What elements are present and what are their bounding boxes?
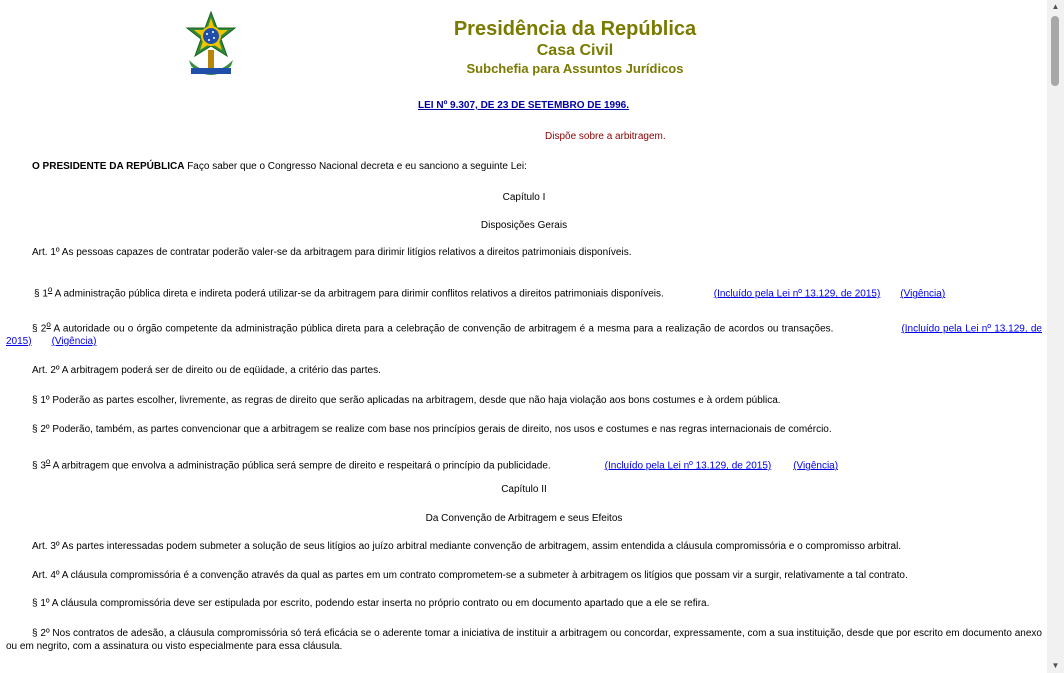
header-subtitle: Casa Civil (536, 42, 614, 59)
included-link[interactable]: (Incluído pela Lei nº 13.129, de 2015) (604, 460, 772, 472)
art-1-par-1 (34, 284, 1042, 301)
art-2-par-2: § 2º Poderão, também, as partes convencionar que a arbitragem se realize com base nos princípios gerais de direito, nos usos e costumes e nas regras internacionais de comércio. (32, 424, 832, 435)
vertical-scrollbar[interactable] (1047, 0, 1064, 673)
included-link[interactable]: (Incluído pela Lei nº 13.129, de 2015) (6, 323, 1042, 347)
par-sup: o (45, 457, 51, 466)
page-header (0, 8, 1047, 88)
par-sup: o (46, 320, 51, 329)
art-4-par-1: § 1º A cláusula compromissória deve ser estipulada por escrito, podendo estar inserta no próprio contrato ou em documento apartado que a ele se refira. (32, 598, 710, 609)
art-1-par-2 (6, 319, 1042, 348)
art-1: Art. 1º As pessoas capazes de contratar poderão valer-se da arbitragem para dirimir litígios relativos a direitos patrimoniais disponíveis. (32, 247, 632, 258)
vigencia-link[interactable]: (Vigência) (793, 460, 839, 472)
vigencia-link[interactable]: (Vigência) (900, 288, 946, 300)
header-title: Presidência da República (453, 18, 697, 40)
ementa: Dispõe sobre a arbitragem. (545, 131, 666, 142)
preamble-text: Faço saber que o Congresso Nacional decreta e eu sanciono a seguinte Lei: (184, 161, 527, 172)
header-office: Subchefia para Assuntos Jurídicos (466, 61, 684, 76)
par-sup: o (47, 285, 53, 294)
chapter-1-title: Capítulo I (502, 192, 546, 203)
chapter-1-name: Disposições Gerais (480, 220, 568, 231)
vigencia-link[interactable]: (Vigência) (51, 335, 97, 347)
par-text: A autoridade ou o órgão competente da administração pública direta para a celebração de convenção de arbitragem é a mesma para a realização de acordos ou transações. (50, 323, 834, 335)
scroll-up-arrow-icon[interactable]: ▲ (1051, 2, 1060, 11)
par-prefix: § 2 (32, 323, 47, 335)
art-2-par-3 (32, 456, 1042, 473)
art-3: Art. 3º As partes interessadas podem submeter a solução de seus litígios ao juízo arbitral mediante convenção de arbitragem, assim entendida a cláusula compromissória e o compromisso arbitral. (32, 541, 902, 552)
par-prefix: § 1 (34, 288, 48, 300)
law-title-link[interactable]: LEI Nº 9.307, DE 23 DE SETEMBRO DE 1996. (418, 100, 629, 111)
chapter-2-title: Capítulo II (501, 484, 547, 495)
art-4-par-2 (6, 628, 1042, 653)
art-2-par-1: § 1º Poderão as partes escolher, livremente, as regras de direito que serão aplicadas na arbitragem, desde que não haja violação aos bons costumes e à ordem pública. (32, 395, 781, 406)
preamble-bold: O PRESIDENTE DA REPÚBLICA (32, 161, 185, 172)
scroll-down-arrow-icon[interactable]: ▼ (1051, 661, 1060, 670)
scrollbar-thumb[interactable] (1051, 16, 1059, 86)
coat-of-arms-emblem (183, 10, 239, 82)
law-title[interactable] (0, 100, 1047, 111)
preamble (32, 161, 1042, 174)
par-text: A arbitragem que envolva a administração pública será sempre de direito e respeitará o princípio da publicidade. (50, 460, 551, 472)
art-4: Art. 4º A cláusula compromissória é a convenção através da qual as partes em um contrato comprometem-se a submeter à arbitragem os litígios que possam vir a surgir, relativamente a tal contrato. (32, 570, 908, 581)
par-text: § 2º Nos contratos de adesão, a cláusula compromissória só terá eficácia se o aderente tomar a iniciativa de instituir a arbitragem ou concordar, expressamente, com a sua instituição, desde que por escrito em documento anexo ou em negrito, com a assinatura ou visto especialmente para essa cláusula. (6, 628, 1042, 652)
included-link[interactable]: (Incluído pela Lei nº 13.129, de 2015) (713, 288, 881, 300)
par-prefix: § 3 (32, 460, 46, 472)
par-text: A administração pública direta e indireta poderá utilizar-se da arbitragem para dirimir conflitos relativos a direitos patrimoniais disponíveis. (52, 288, 664, 300)
art-2: Art. 2º A arbitragem poderá ser de direito ou de eqüidade, a critério das partes. (32, 365, 381, 376)
chapter-2-name: Da Convenção de Arbitragem e seus Efeitos (425, 513, 623, 524)
